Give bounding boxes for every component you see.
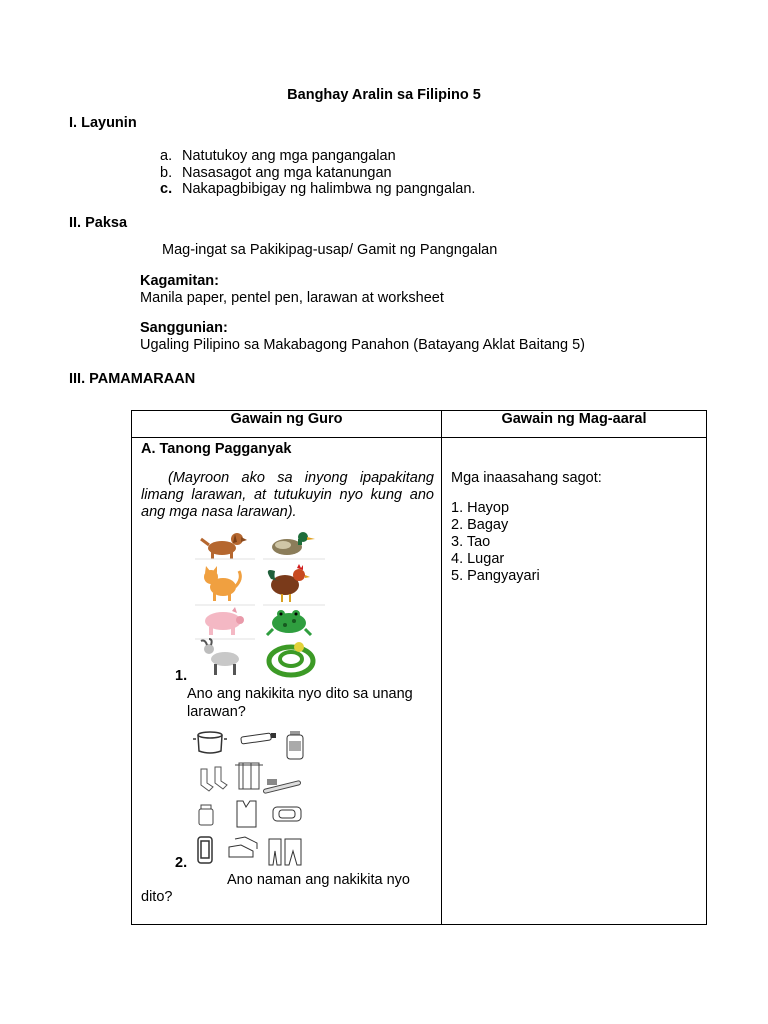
item-marker: c. (160, 181, 173, 197)
layunin-heading: I. Layunin (69, 115, 137, 131)
toothpaste-icon (241, 733, 276, 744)
toothbrush-icon (263, 779, 301, 794)
pot-icon (193, 732, 227, 753)
list-item: 4. Lugar (451, 551, 505, 567)
dog-icon (201, 533, 247, 559)
sanggunian-text: Ugaling Pilipino sa Makabagong Panahon (Batayang Aklat Baitang 5) (140, 337, 585, 353)
goat-icon (201, 639, 239, 675)
question-2-text: Ano naman ang nakikita nyo dito? (141, 872, 410, 905)
pig-icon (205, 607, 244, 635)
expected-answers-intro: Mga inaasahang sagot: (451, 470, 602, 486)
clothes-icon (269, 839, 301, 865)
item-marker: a. (160, 148, 173, 164)
kagamitan-text: Manila paper, pentel pen, larawan at worksheet (140, 290, 444, 306)
animals-picture (195, 531, 325, 679)
guro-cell (132, 438, 442, 925)
layunin-item (160, 181, 475, 197)
snake-icon (269, 642, 313, 675)
pamamaraan-heading: III. PAMAMARAAN (69, 371, 196, 387)
paksa-topic: Mag-ingat sa Pakikipag-usap/ Gamit ng Pangngalan (162, 242, 498, 258)
list-item: 3. Tao (451, 534, 491, 550)
header-mag-aaral: Gawain ng Mag-aaral (442, 411, 707, 438)
objects-picture (193, 727, 311, 867)
duck-icon (272, 532, 315, 555)
item-text: Natutukoy ang mga pangangalan (182, 148, 396, 164)
paksa-heading: II. Paksa (69, 215, 128, 231)
shoes-icon (229, 837, 257, 857)
shirt-icon (237, 801, 256, 827)
soap-icon (273, 807, 301, 821)
layunin-item (160, 165, 392, 181)
question-1-number: 1. (175, 668, 188, 684)
jar-icon (199, 805, 213, 825)
activity-table (131, 410, 707, 925)
list-item: 1. Hayop (451, 500, 510, 516)
cat-icon (204, 566, 240, 601)
table-row (132, 438, 707, 925)
mag-aaral-cell (442, 438, 707, 925)
kagamitan-label: Kagamitan: (140, 273, 219, 289)
section-title: A. Tanong Pagganyak (141, 441, 292, 457)
list-item: 5. Pangyayari (451, 568, 540, 584)
bottle-icon (287, 731, 303, 759)
layunin-item (160, 148, 396, 164)
header-guro: Gawain ng Guro (132, 411, 442, 438)
instruction-text: (Mayroon ako sa inyong ipapakitang limang larawan, at tutukuyin nyo kung ano ang mga nasa larawan). (141, 470, 434, 520)
phone-icon (198, 837, 212, 863)
page-title: Banghay Aralin sa Filipino 5 (287, 87, 481, 103)
question-2-number: 2. (175, 855, 188, 871)
table-header-row (132, 411, 707, 438)
question-1-text: Ano ang nakikita nyo dito sa unang larawan? (187, 686, 413, 720)
item-text: Nakapagbibigay ng halimbwa ng pangngalan. (182, 181, 476, 197)
sanggunian-label: Sanggunian: (140, 320, 228, 336)
item-text: Nasasagot ang mga katanungan (182, 165, 392, 181)
towel-icon (235, 763, 263, 789)
item-marker: b. (160, 165, 173, 181)
rooster-icon (268, 564, 310, 602)
socks-icon (201, 767, 227, 791)
answers-list (451, 500, 540, 585)
frog-icon (267, 610, 311, 635)
list-item: 2. Bagay (451, 517, 509, 533)
